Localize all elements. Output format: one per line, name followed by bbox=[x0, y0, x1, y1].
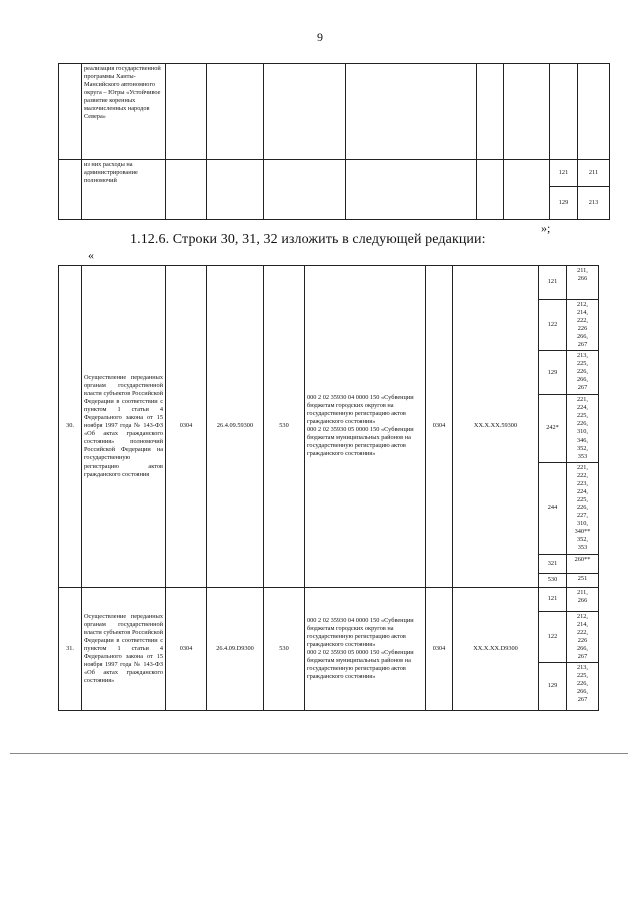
page-divider bbox=[10, 753, 628, 754]
kosgu-code: 211 bbox=[578, 160, 610, 187]
kosgu-code: 213, 225, 226, 266, 267 bbox=[567, 351, 599, 395]
vr-code: 244 bbox=[539, 462, 567, 554]
vr-code: 242* bbox=[539, 395, 567, 462]
closing-quote: »; bbox=[541, 221, 551, 235]
razdel-code: 0304 bbox=[166, 587, 207, 710]
kosgu-code: 213 bbox=[578, 187, 610, 220]
top-table-row bbox=[59, 64, 610, 160]
kosgu-code: 251 bbox=[567, 573, 599, 587]
expense-group-code: 530 bbox=[264, 587, 305, 710]
row-description: Осуществление переданных органам государственной власти субъектов Российской Федерации в соответствии с пунктом 1 статьи 4 Федерального закона от 15 ноября 1997 года № 143-ФЗ «Об актах гражданского состояния» полномочий Российской Федерации на государственную регистрацию актов гражданского состояния bbox=[82, 266, 166, 588]
vr-code: 129 bbox=[539, 662, 567, 710]
vr-code: 121 bbox=[550, 160, 578, 187]
target-article-code: ХХ.Х.ХХ.D9300 bbox=[453, 587, 539, 710]
row-description: Осуществление переданных органам государственной власти субъектов Российской Федерации в соответствии с пунктом 1 статьи 4 Федерального закона от 15 ноября 1997 года № 143-ФЗ «Об актах гражданского состояния» bbox=[82, 587, 166, 710]
razdel-code: 0304 bbox=[166, 266, 207, 588]
razdel-code: 0304 bbox=[426, 266, 453, 588]
vr-code: 129 bbox=[539, 351, 567, 395]
expense-group-code: 530 bbox=[264, 266, 305, 588]
kosgu-code: 212, 214, 222, 226 266, 267 bbox=[567, 611, 599, 662]
kosgu-code: 211, 266 bbox=[567, 266, 599, 300]
vr-code: 129 bbox=[550, 187, 578, 220]
opening-quote: « bbox=[88, 248, 94, 262]
razdel-code: 0304 bbox=[426, 587, 453, 710]
vr-code: 122 bbox=[539, 611, 567, 662]
row-number: 31. bbox=[59, 587, 82, 710]
target-article-code: 26.4.09.D9300 bbox=[207, 587, 264, 710]
vr-code: 121 bbox=[539, 266, 567, 300]
income-codes: 000 2 02 35930 04 0000 150 «Субвенции бюджетам городских округов на государственную регистрацию актов гражданского состояния» 000 2 02 35930 05 0000 150 «Субвенции бюджетам муниципальных районов на государственную регистрацию актов гражданского состояния» bbox=[305, 587, 426, 710]
top-table bbox=[58, 63, 610, 220]
top-table-row bbox=[59, 160, 610, 187]
row-description: реализация государственной программы Ханты-Мансийского автономного округа – Югры «Устойчивое развитие коренных малочисленных народов Севера» bbox=[82, 64, 166, 160]
table-row bbox=[59, 266, 599, 300]
vr-code: 122 bbox=[539, 300, 567, 351]
vr-code: 530 bbox=[539, 573, 567, 587]
kosgu-code: 260** bbox=[567, 554, 599, 573]
vr-code: 121 bbox=[539, 587, 567, 611]
kosgu-code: 212, 214, 222, 226 266, 267 bbox=[567, 300, 599, 351]
section-heading: 1.12.6. Строки 30, 31, 32 изложить в следующей редакции: bbox=[130, 232, 486, 247]
page-number: 9 bbox=[317, 30, 323, 44]
table-row bbox=[59, 587, 599, 611]
row-description: из них расходы на администрирование полномочий bbox=[82, 160, 166, 220]
vr-code: 321 bbox=[539, 554, 567, 573]
income-codes: 000 2 02 35930 04 0000 150 «Субвенции бюджетам городских округов на государственную регистрацию актов гражданского состояния» 000 2 02 35930 05 0000 150 «Субвенции бюджетам муниципальных районов на государственную регистрацию актов гражданского состояния» bbox=[305, 266, 426, 588]
target-article-code: ХХ.Х.ХХ.59300 bbox=[453, 266, 539, 588]
kosgu-code: 213, 225, 226, 266, 267 bbox=[567, 662, 599, 710]
main-table bbox=[58, 265, 599, 711]
kosgu-code: 221, 222, 223, 224, 225, 226, 227, 310, 340** 352, 353 bbox=[567, 462, 599, 554]
row-number: 30. bbox=[59, 266, 82, 588]
kosgu-code: 221, 224, 225, 226, 310, 346, 352, 353 bbox=[567, 395, 599, 462]
kosgu-code: 211, 266 bbox=[567, 587, 599, 611]
target-article-code: 26.4.09.59300 bbox=[207, 266, 264, 588]
